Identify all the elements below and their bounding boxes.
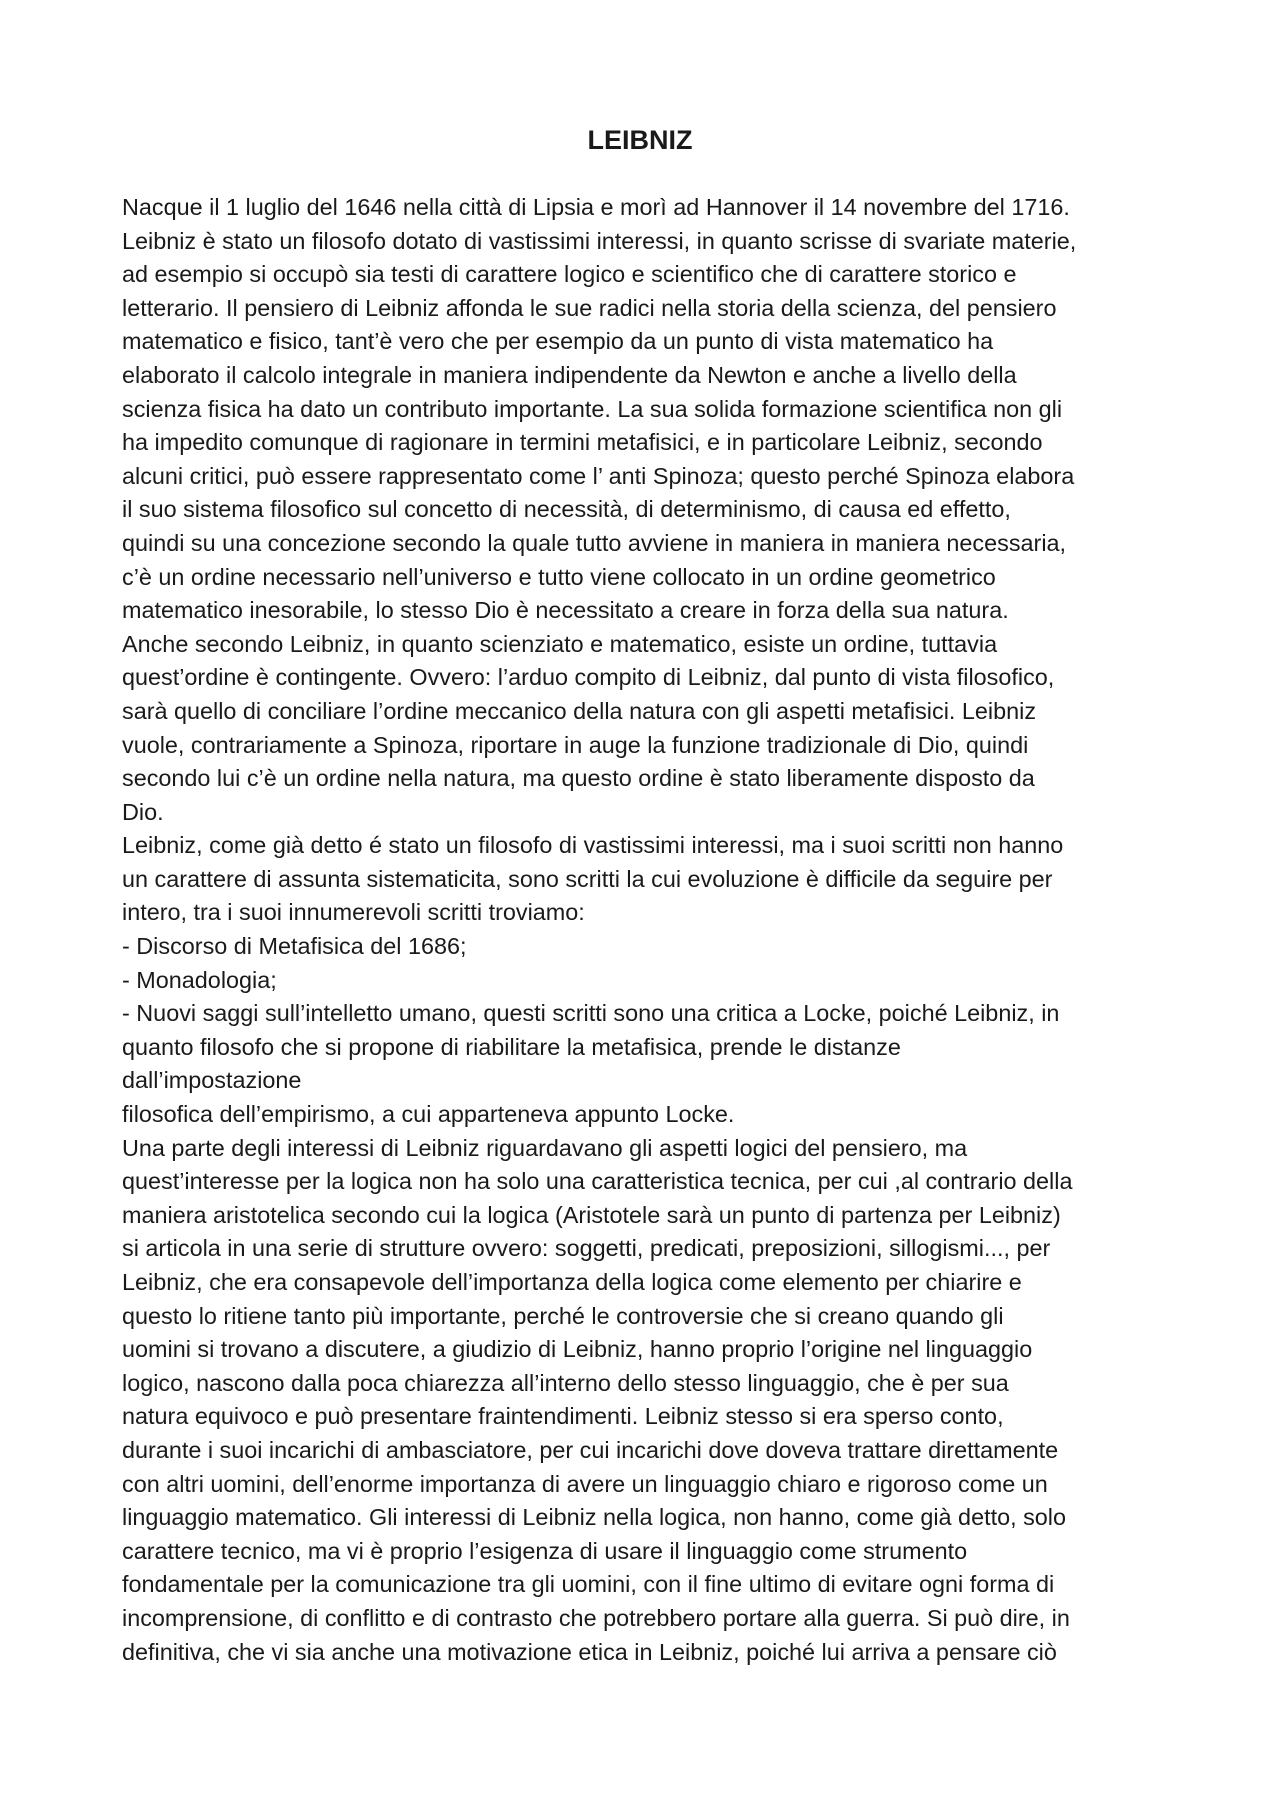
text-line: intero, tra i suoi innumerevoli scritti troviamo: xyxy=(122,899,585,926)
text-line: fondamentale per la comunicazione tra gli uomini, con il fine ultimo di evitare ogni forma di xyxy=(122,1571,1055,1598)
text-line: durante i suoi incarichi di ambasciatore, per cui incarichi dove doveva trattare direttamente xyxy=(122,1436,1059,1463)
text-line: scienza fisica ha dato un contributo importante. La sua solida formazione scientifica non gli xyxy=(122,395,1063,422)
text-line: logico, nascono dalla poca chiarezza all’interno dello stesso linguaggio, che è per sua xyxy=(122,1369,1009,1396)
text-line: - Nuovi saggi sull’intelletto umano, questi scritti sono una critica a Locke, poiché Leibniz, in xyxy=(122,1000,1060,1027)
text-line: definitiva, che vi sia anche una motivazione etica in Leibniz, poiché lui arriva a pensare ciò xyxy=(122,1638,1057,1665)
text-line: questo lo ritiene tanto più importante, perché le controversie che si creano quando gli xyxy=(122,1302,1004,1329)
text-line: elaborato il calcolo integrale in maniera indipendente da Newton e anche a livello della xyxy=(122,361,1017,388)
text-line: Anche secondo Leibniz, in quanto scienziato e matematico, esiste un ordine, tuttavia xyxy=(122,630,998,657)
text-line: Nacque il 1 luglio del 1646 nella città di Lipsia e morì ad Hannover il 14 novembre del 1716. xyxy=(122,194,1070,220)
text-line: Leibniz, come già detto é stato un filosofo di vastissimi interessi, ma i suoi scritti non hanno xyxy=(122,832,1064,859)
text-line: Leibniz è stato un filosofo dotato di vastissimi interessi, in quanto scrisse di svariate materie, xyxy=(122,227,1077,254)
text-line: un carattere di assunta sistematicita, sono scritti la cui evoluzione è difficile da seguire per xyxy=(122,865,1053,892)
text-line: - Discorso di Metafisica del 1686; xyxy=(122,933,467,960)
text-line: Una parte degli interessi di Leibniz riguardavano gli aspetti logici del pensiero, ma xyxy=(122,1134,968,1161)
text-line: quest’ordine è contingente. Ovvero: l’arduo compito di Leibniz, dal punto di vista filosofico, xyxy=(122,664,1055,691)
text-line: si articola in una serie di strutture ovvero: soggetti, predicati, preposizioni, sillogismi..., per xyxy=(122,1235,1051,1262)
text-line: letterario. Il pensiero di Leibniz affonda le sue radici nella storia della scienza, del pensiero xyxy=(122,294,1057,321)
text-line: quindi su una concezione secondo la quale tutto avviene in maniera in maniera necessaria, xyxy=(122,529,1067,556)
document-title: LEIBNIZ xyxy=(587,125,693,155)
text-line: Dio. xyxy=(122,798,164,825)
text-line: linguaggio matematico. Gli interessi di Leibniz nella logica, non hanno, come già detto, solo xyxy=(122,1504,1066,1531)
text-line: incomprensione, di conflitto e di contrasto che potrebbero portare alla guerra. Si può dire, in xyxy=(122,1604,1070,1631)
text-line: ad esempio si occupò sia testi di carattere logico e scientifico che di carattere storico e xyxy=(122,261,1017,288)
text-line: secondo lui c’è un ordine nella natura, ma questo ordine è stato liberamente disposto da xyxy=(122,765,1035,792)
text-line: - Monadologia; xyxy=(122,966,277,993)
text-line: vuole, contrariamente a Spinoza, riportare in auge la funzione tradizionale di Dio, quindi xyxy=(122,731,1029,758)
text-line: matematico e fisico, tant’è vero che per esempio da un punto di vista matematico ha xyxy=(122,328,994,355)
text-line: con altri uomini, dell’enorme importanza di avere un linguaggio chiaro e rigoroso come un xyxy=(122,1470,1048,1497)
text-line: Leibniz, che era consapevole dell’importanza della logica come elemento per chiarire e xyxy=(122,1269,1022,1295)
text-line: matematico inesorabile, lo stesso Dio è necessitato a creare in forza della sua natura. xyxy=(122,597,1009,624)
text-line: c’è un ordine necessario nell’universo e tutto viene collocato in un ordine geometrico xyxy=(122,563,996,590)
text-line: dall’impostazione xyxy=(122,1067,302,1094)
text-line: ha impedito comunque di ragionare in termini metafisici, e in particolare Leibniz, secondo xyxy=(122,429,1043,456)
text-line: carattere tecnico, ma vi è proprio l’esigenza di usare il linguaggio come strumento xyxy=(122,1537,968,1564)
document-body xyxy=(122,191,1182,1669)
text-line: alcuni critici, può essere rappresentato come l’ anti Spinoza; questo perché Spinoza elabora xyxy=(122,462,1075,489)
text-line: quanto filosofo che si propone di riabilitare la metafisica, prende le distanze xyxy=(122,1033,901,1060)
text-line: maniera aristotelica secondo cui la logica (Aristotele sarà un punto di partenza per Leibniz) xyxy=(122,1201,1061,1228)
text-line: filosofica dell’empirismo, a cui apparteneva appunto Locke. xyxy=(122,1101,735,1128)
text-line: uomini si trovano a discutere, a giudizio di Leibniz, hanno proprio l’origine nel linguaggio xyxy=(122,1336,1033,1363)
text-line: quest’interesse per la logica non ha solo una caratteristica tecnica, per cui ,al contrario della xyxy=(122,1168,1073,1195)
text-line: il suo sistema filosofico sul concetto di necessità, di determinismo, di causa ed effetto, xyxy=(122,496,1011,523)
text-line: natura equivoco e può presentare fraintendimenti. Leibniz stesso si era sperso conto, xyxy=(122,1403,1004,1430)
text-line: sarà quello di conciliare l’ordine meccanico della natura con gli aspetti metafisici. Leibniz xyxy=(122,697,1037,724)
